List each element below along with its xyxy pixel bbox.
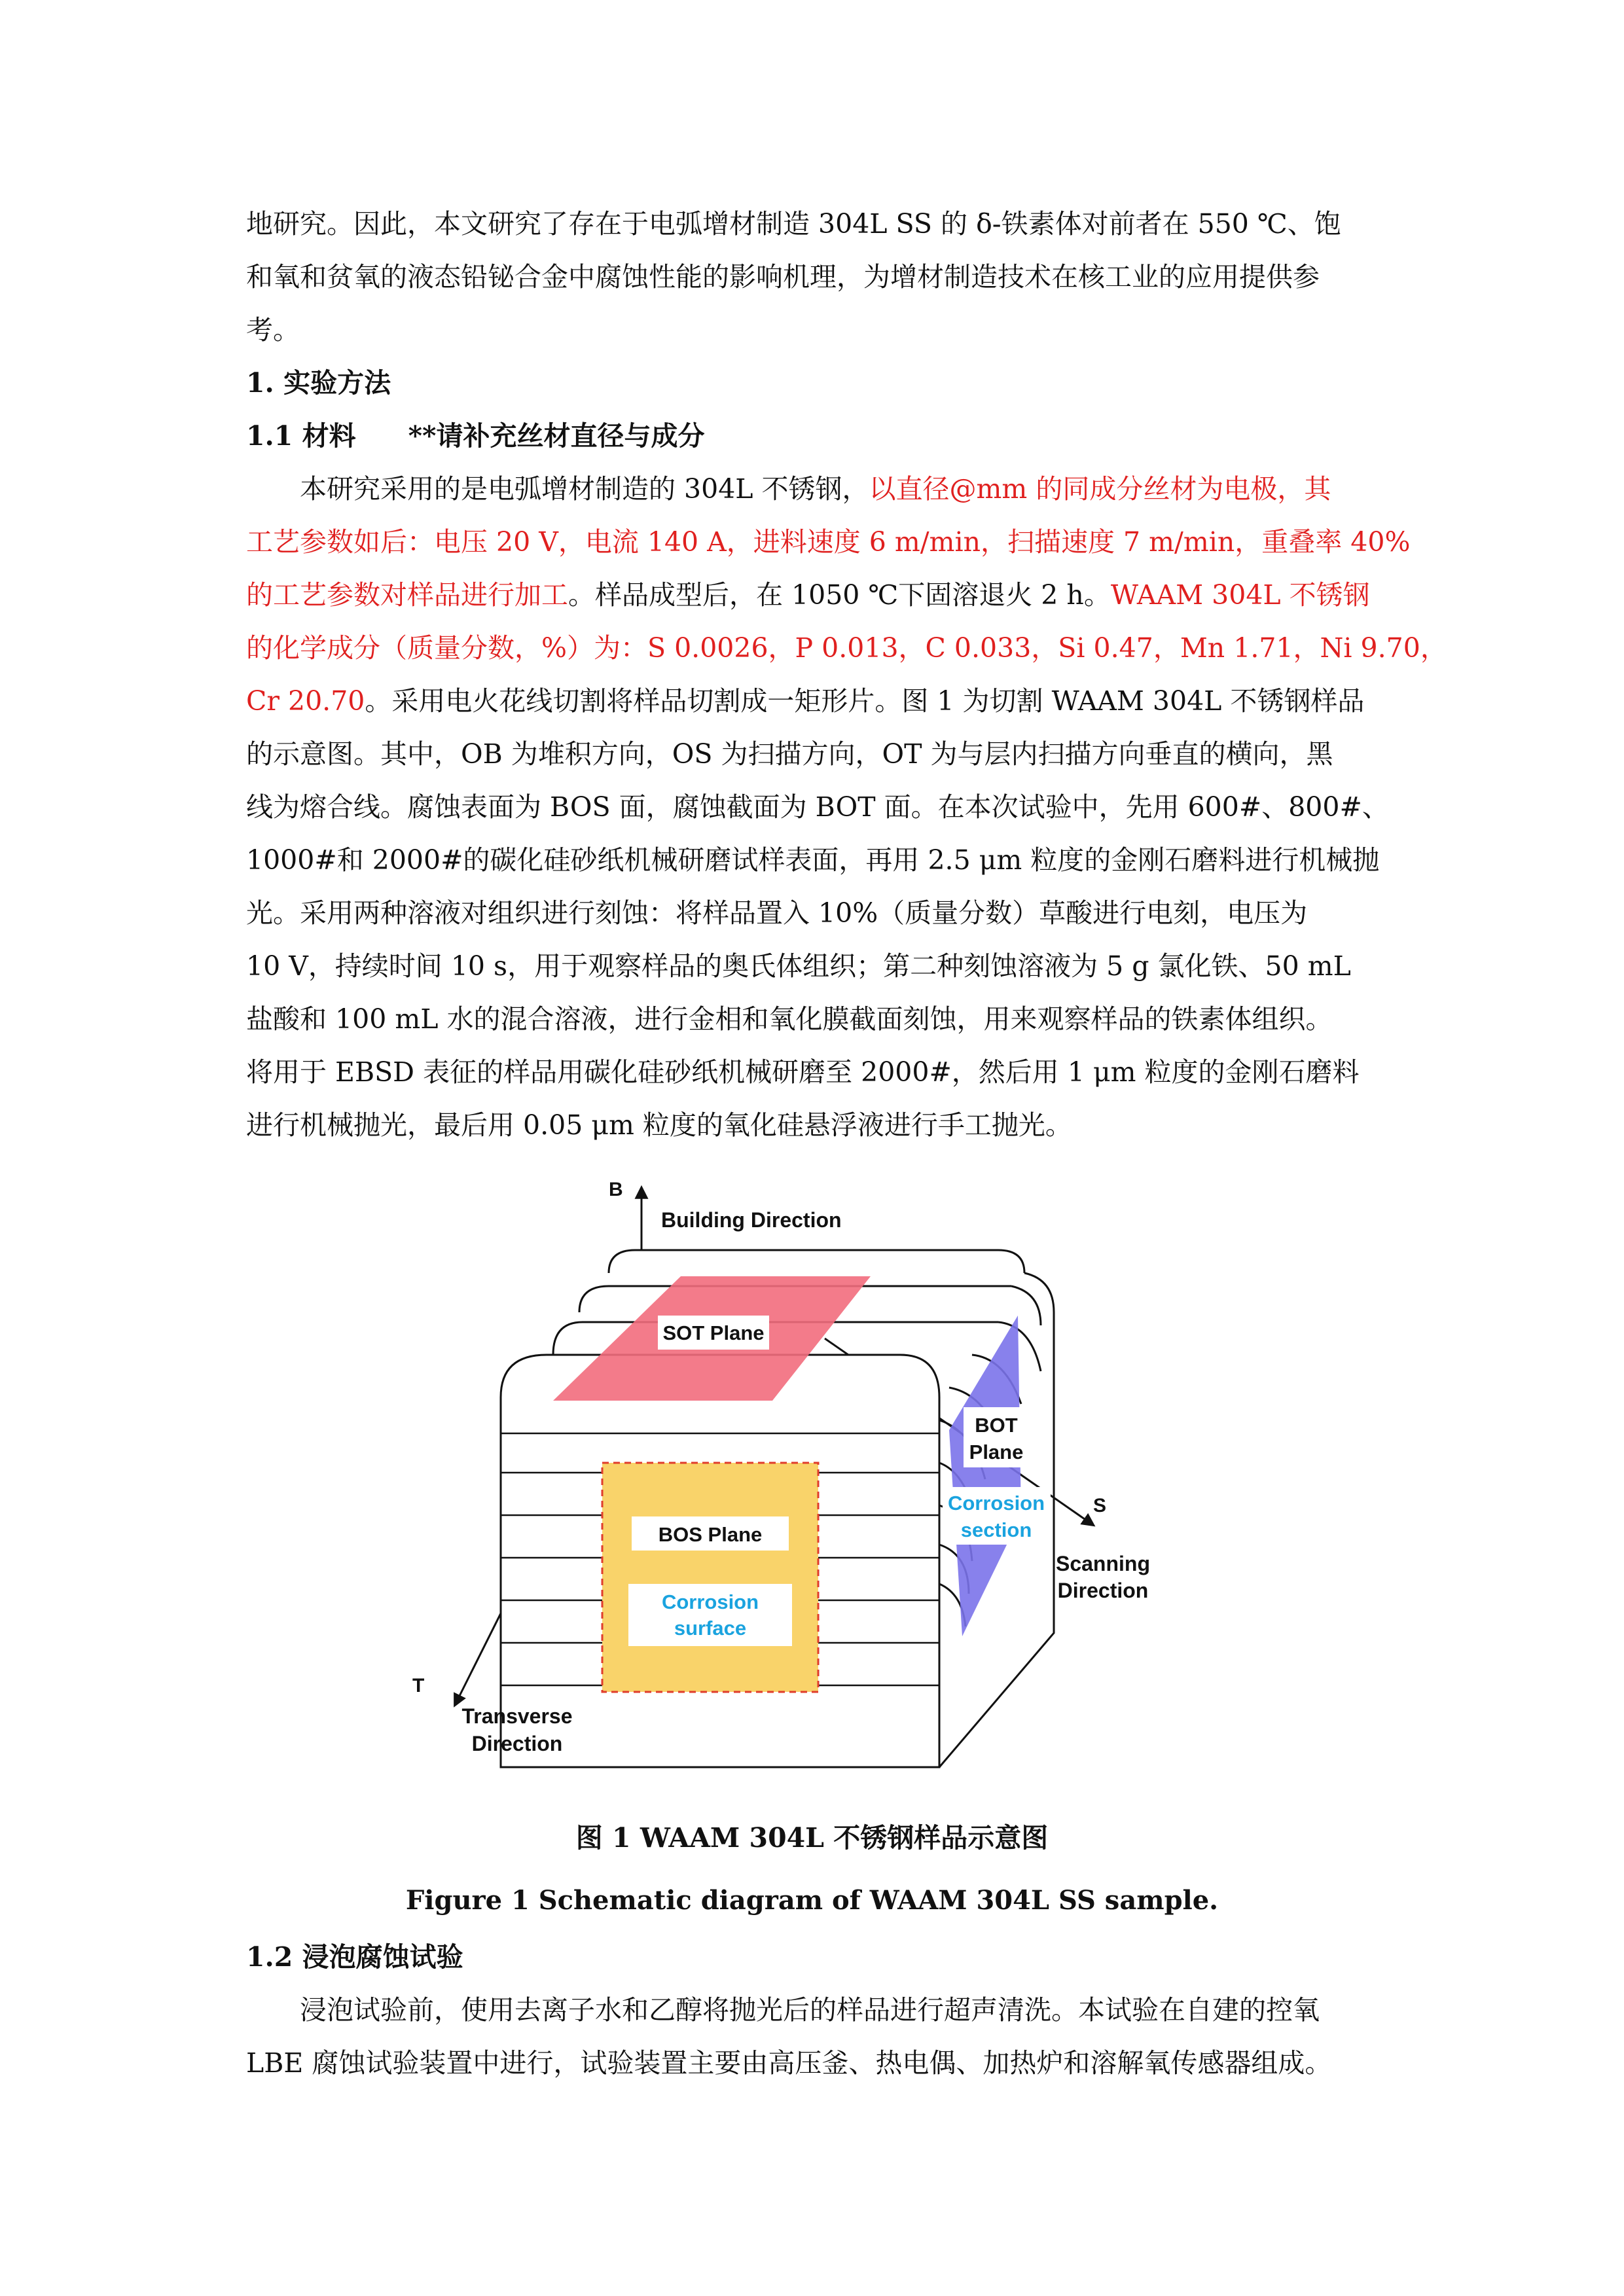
bot-plane bbox=[949, 1316, 1021, 1636]
para-line-13: 进行机械抛光，最后用 0.05 μm 粒度的氧化硅悬浮液进行手工抛光。 bbox=[246, 1109, 1072, 1141]
layer-top bbox=[609, 1250, 1024, 1273]
sot-label: SOT Plane bbox=[662, 1321, 765, 1344]
axis-t-label-2: Direction bbox=[471, 1732, 563, 1755]
para-line-2: 工艺参数如后：电压 20 V，电流 140 A，进料速度 6 m/min，扫描速度 7 m/min，重叠率 40% bbox=[246, 526, 1411, 558]
para-line-3: 的工艺参数对样品进行加工。样品成型后，在 1050 ℃下固溶退火 2 h。WAAM 304L 不锈钢 bbox=[246, 579, 1370, 611]
bos-label: BOS Plane bbox=[658, 1523, 763, 1546]
axis-b-label: Building Direction bbox=[661, 1208, 842, 1232]
corrosion-surface-1: Corrosion bbox=[661, 1590, 759, 1613]
para-line-12: 将用于 EBSD 表征的样品用碳化硅砂纸机械研磨至 2000#，然后用 1 μm 粒度的金刚石磨料 bbox=[246, 1056, 1360, 1088]
figure-caption-cn: 图 1 WAAM 304L 不锈钢样品示意图 bbox=[575, 1822, 1049, 1854]
intro-line-2: 和氧和贫氧的液态铅铋合金中腐蚀性能的影响机理，为增材制造技术在核工业的应用提供参 bbox=[246, 261, 1320, 293]
sample-schematic bbox=[393, 1175, 1263, 1797]
intro-line-1: 地研究。因此，本文研究了存在于电弧增材制造 304L SS 的 δ-铁素体对前者在 550 ℃、饱 bbox=[246, 208, 1341, 240]
para-line-9: 光。采用两种溶液对组织进行刻蚀：将样品置入 10%（质量分数）草酸进行电刻，电压为 bbox=[246, 897, 1308, 929]
para-line-6: 的示意图。其中，OB 为堆积方向，OS 为扫描方向，OT 为与层内扫描方向垂直的横向，黑 bbox=[246, 738, 1333, 770]
para-line-1: 本研究采用的是电弧增材制造的 304L 不锈钢，以直径@mm 的同成分丝材为电极，其 bbox=[300, 473, 1331, 505]
para-line-10: 10 V，持续时间 10 s，用于观察样品的奥氏体组织；第二种刻蚀溶液为 5 g 氯化铁、50 mL bbox=[246, 950, 1351, 982]
corrosion-section-1: Corrosion bbox=[947, 1492, 1045, 1515]
axis-s: S bbox=[1093, 1495, 1107, 1516]
axis-b: B bbox=[609, 1179, 623, 1200]
bot-label-2: Plane bbox=[969, 1441, 1024, 1463]
section-1-1-heading bbox=[246, 420, 705, 452]
bos-plane bbox=[602, 1463, 818, 1692]
corrosion-surface-2: surface bbox=[674, 1617, 747, 1640]
figure-1-diagram bbox=[393, 1175, 1263, 1797]
section-1-2-heading: 1.2 浸泡腐蚀试验 bbox=[246, 1941, 463, 1973]
para-line-4: 的化学成分（质量分数，%）为：S 0.0026，P 0.013，C 0.033，Si 0.47，Mn 1.71，Ni 9.70， bbox=[246, 632, 1447, 664]
axis-t-label-1: Transverse bbox=[461, 1704, 573, 1728]
intro-line-3: 考。 bbox=[246, 314, 300, 346]
para-line-7: 线为熔合线。腐蚀表面为 BOS 面，腐蚀截面为 BOT 面。在本次试验中，先用 600#、800#、 bbox=[246, 791, 1389, 823]
section-1-2-line-1: 浸泡试验前，使用去离子水和乙醇将抛光后的样品进行超声清洗。本试验在自建的控氧 bbox=[300, 1994, 1320, 2026]
axis-t: T bbox=[412, 1675, 425, 1696]
section-1-heading: 1. 实验方法 bbox=[246, 367, 391, 399]
para-line-5: Cr 20.70。采用电火花线切割将样品切割成一矩形片。图 1 为切割 WAAM 304L 不锈钢样品 bbox=[246, 685, 1365, 717]
para-line-11: 盐酸和 100 mL 水的混合溶液，进行金相和氧化膜截面刻蚀，用来观察样品的铁素体组织。 bbox=[246, 1003, 1333, 1035]
editor-note: **请补充丝材直径与成分 bbox=[408, 420, 705, 452]
para-line-8: 1000#和 2000#的碳化硅砂纸机械研磨试样表面，再用 2.5 μm 粒度的金刚石磨料进行机械抛 bbox=[246, 844, 1380, 876]
section-1-1-title: 1.1 材料 bbox=[246, 420, 356, 452]
section-1-2-line-2: LBE 腐蚀试验装置中进行，试验装置主要由高压釜、热电偶、加热炉和溶解氧传感器组成。 bbox=[246, 2047, 1332, 2079]
corrosion-section-2: section bbox=[960, 1518, 1032, 1541]
figure-caption-en: Figure 1 Schematic diagram of WAAM 304L SS sample. bbox=[405, 1885, 1219, 1916]
axis-s-label-2: Direction bbox=[1057, 1579, 1149, 1602]
axis-s-label-1: Scanning bbox=[1055, 1552, 1151, 1575]
bot-label-1: BOT bbox=[975, 1414, 1018, 1437]
